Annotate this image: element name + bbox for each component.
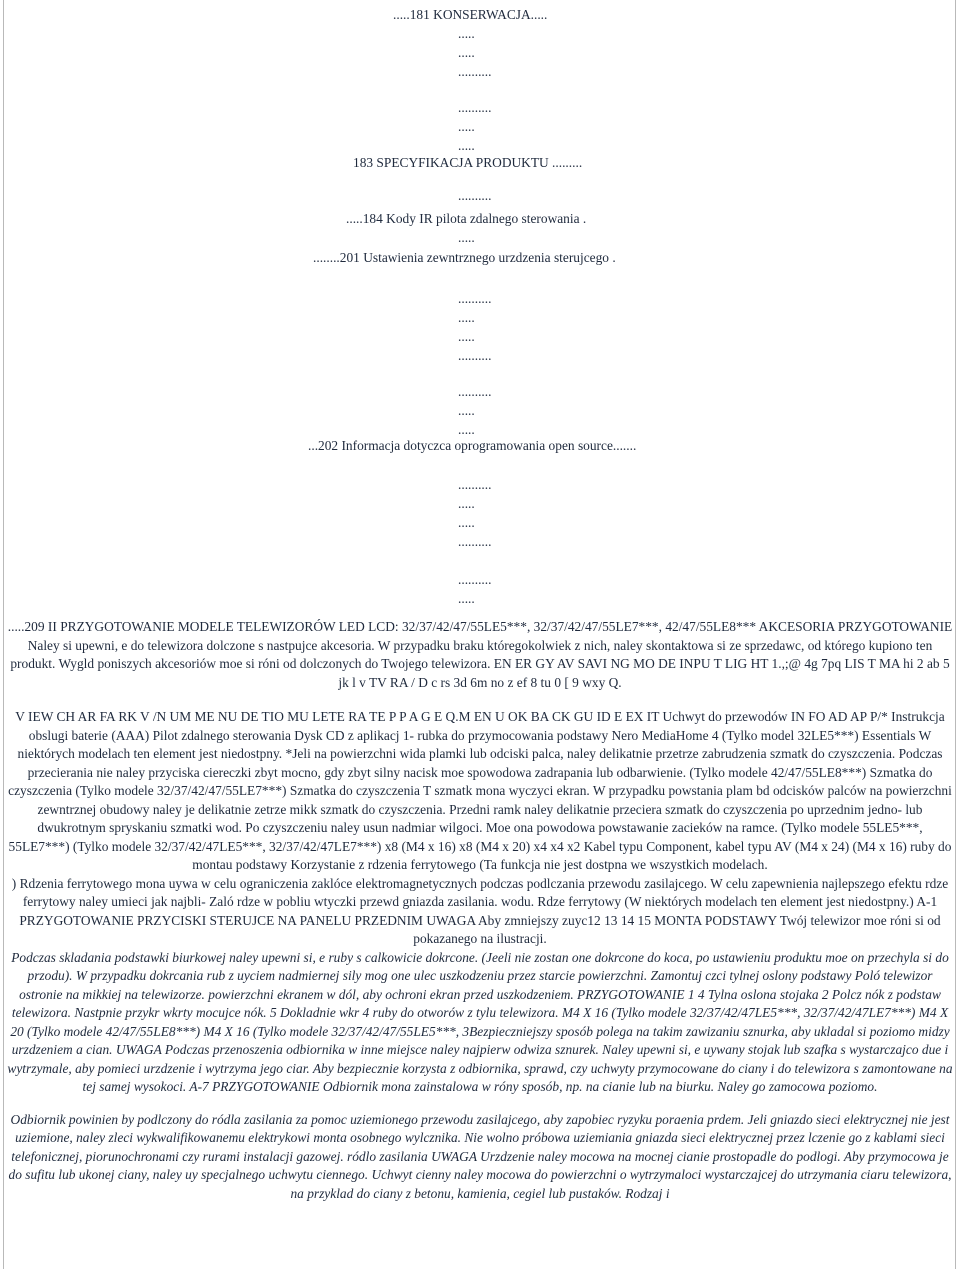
paragraph-gap — [6, 692, 954, 708]
toc-dots: .......... — [458, 188, 492, 203]
toc-dots: ..... — [458, 310, 475, 325]
toc-dots: ..... — [458, 403, 475, 418]
toc-entry-181[interactable]: .....181 KONSERWACJA..... — [393, 7, 548, 22]
toc-dots: .......... — [458, 572, 492, 587]
toc-entry-183[interactable]: 183 SPECYFIKACJA PRODUKTU ......... — [353, 155, 583, 170]
document-body — [6, 618, 954, 1203]
paragraph-gap — [6, 1097, 954, 1111]
toc-dots: ..... — [458, 138, 475, 153]
toc-dots: ..... — [458, 422, 475, 437]
body-paragraph-ferrite: ) Rdzenia ferrytowego mona uywa w celu ograniczenia zaklóce elektromagnetycznych podczas podlczania przewodu zasilajcego. W celu zapewnienia najlepszego efektu rdze ferrytowy naley umieci jak najbli- Zaló rdze w pobliu wtyczki przewd gniazda zasilania. wodu. Rdze ferrytowy (W niektórych modelach ten element jest niedostpny.) A-1 PRZYGOTOWANIE PRZYCISKI STERUJCE NA PANELU PRZEDNIM UWAGA Aby zmniejszy zuyc12 13 14 15 MONTA PODSTAWY Twój telewizor moe róni si od pokazanego na ilustracji. — [11, 875, 949, 946]
toc-dots: ..... — [458, 26, 475, 41]
toc-dots: .......... — [458, 534, 492, 549]
body-paragraph-stand: Podczas skladania podstawki biurkowej naley upewni si, e ruby s calkowicie dokrcone. (Jeeli nie zostan one dokrcone do koca, po ustawieniu produktu moe on przechyla si do przodu). W przypadku dokrcania rub z uyciem nadmiernej sily mog one ulec uszkodzeniu przez starcie powierzchni. Zamontuj czci tylnej oslony podstawy Poló telewizor ostronie na mikkiej na telewizorze. powierzchni ekranem w dól, aby ochroni ekran przed uszkodzeniem. PRZYGOTOWANIE 1 4 Tylna oslona stojaka 2 Polcz nók z podstaw telewizora. Nastpnie przykr wkrty mocujce nók. 5 Dokladnie wkr 4 ruby do otworów z tylu telewizora. M4 X 16 (Tylko modele 32/37/42/47LE5***, 32/37/42/47LE7***) M4 X 20 (Tylko modele 42/47/55LE8***) M4 X 16 (Tylko modele 32/37/42/47/55LE5***, 3Bezpieczniejszy sposób polega na takim zawizaniu sznurka, aby ukladal si poziomo midzy urzdzeniem a cian. UWAGA Podczas przenoszenia odbiornika w inne miejsce naley najpierw odwiza sznurek. Naley upewni si, e uywany stojak lub szafka s wystarczajco due i wytrzymale, aby pomieci urzdzenie i wytrzyma jego ciar. Aby bezpiecznie korzysta z odbiornika, sprawd, czy uchwyty przymocowane do ciany i do telewizora s zamontowane na tej samej wysokoci. A-7 PRZYGOTOWANIE Odbiornik mona zainstalowa w róny sposób, np. na cianie lub na biurku. Naley go zamocowa poziomo. — [7, 949, 953, 1094]
toc-dots: ..... — [458, 45, 475, 60]
body-paragraph-grounding: Odbiornik powinien by podlczony do ródla zasilania za pomoc uziemionego przewodu zasilajcego, aby zapobiec ryzyku poraenia prdem. Jeli gniazdo sieci elektrycznej nie jest uziemione, naley zleci wykwalifikowanemu elektrykowi monta osobnego wylcznika. Nie wolno próbowa uziemiania gniazda sieci elektrycznej przez lczenie go z kablami sieci telefonicznej, piorunochronami czy rurami instalacji gazowej. ródlo zasilania UWAGA Urzdzenie naley mocowa na mocnej cianie prostopadle do podlogi. Aby przymocowa je do sufitu lub ukonej ciany, naley uy specjalnego uchwytu ciennego. Uchwyt cienny naley mocowa do powierzchni o wytrzymaloci wystarczajcej do utrzymania ciaru telewizora, na przyklad do ciany z betonu, kamienia, cegiel lub pustaków. Rodzaj i — [8, 1111, 952, 1201]
toc-dots: ..... — [458, 329, 475, 344]
toc-dots: .......... — [458, 291, 492, 306]
toc-dots: ..... — [458, 591, 475, 606]
toc-dots: ..... — [458, 496, 475, 511]
toc-entry-202[interactable]: ...202 Informacja dotyczca oprogramowania open source....... — [308, 438, 637, 453]
body-paragraph-accessories: V IEW CH AR FA RK V /N UM ME NU DE TIO MU LETE RA TE P P A G E Q.M EN U OK BA CK GU ID E EX IT Uchwyt do przewodów IN FO AD AP P/* Instrukcja obslugi baterie (AAA) Pilot zdalnego sterowania Dysk CD z aplikacj 1- rubka do przymocowania podstawy Nero MediaHome 4 (Tylko model 32LE5***) Essentials W niektórych modelach ten element jest niedostpny. *Jeli na powierzchni wida plamki lub odciski palca, naley delikatnie przetrze zabrudzenia szmatk do czyszczenia. Podczas przecierania nie naley przyciska ciereczki zbyt mocno, gdy zbyt silny nacisk moe spowodowa zadrapania lub odbarwienie. (Tylko modele 42/47/55LE8***) Szmatka do czyszczenia (Tylko modele 32/37/42/47/55LE7***) Szmatka do czyszczenia T szmatk mona wyczyci ekran. W przypadku powstania plam bd odcisków palców na powierzchni zewntrznej obudowy naley je delikatnie zetrze mikk szmatk do czyszczenia. Przedni ramk naley delikatnie przeciera szmatk do czyszczenia po uprzednim jedno- lub dwukrotnym spryskaniu szmatki wod. Po czyszczeniu naley usun nadmiar wilgoci. Moe ona powodowa powstawanie zacieków na ramce. (Tylko modele 55LE5***, 55LE7***) (Tylko modele 32/37/42/47LE5***, 32/37/42/47LE7***) x8 (M4 x 16) x8 (M4 x 20) x4 x4 x2 Kabel typu Component, kabel typu AV (M4 x 24) (M4 x 16) ruby do montau podstawy Korzystanie z rdzenia ferrytowego (Ta funkcja nie jest dostpna we wszystkich modelach. — [8, 709, 952, 872]
toc-dots: ..... — [458, 230, 475, 245]
toc-dots: .......... — [458, 477, 492, 492]
toc-dots: .......... — [458, 100, 492, 115]
toc-dots: .......... — [458, 348, 492, 363]
toc-dots: ..... — [458, 119, 475, 134]
toc-entry-201[interactable]: ........201 Ustawienia zewntrznego urzdzenia sterujcego . — [313, 250, 616, 265]
toc-dots: .......... — [458, 384, 492, 399]
toc-dots: ..... — [458, 515, 475, 530]
toc-entry-184[interactable]: .....184 Kody IR pilota zdalnego sterowania . — [346, 211, 587, 226]
toc-dots: .......... — [458, 64, 492, 79]
body-paragraph-preparation: .....209 II PRZYGOTOWANIE MODELE TELEWIZORÓW LED LCD: 32/37/42/47/55LE5***, 32/37/42/47/55LE7***, 42/47/55LE8*** AKCESORIA PRZYGOTOWANIE Naley si upewni, e do telewizora dolczone s nastpujce akcesoria. W przypadku braku któregokolwiek z nich, naley skontaktowa si ze sprzedawc, od którego kupiono ten produkt. Wygld poniszych akcesoriów moe si róni od dolczonych do Twojego telewizora. EN ER GY AV SAVI NG MO DE INPU T LIG HT 1.,;@ 4g 7pq LIS T MA hi 2 ab 5 jk l v TV RA / D c rs 3d 6m no z ef 8 tu 0 [ 9 wxy Q. — [7, 619, 953, 690]
